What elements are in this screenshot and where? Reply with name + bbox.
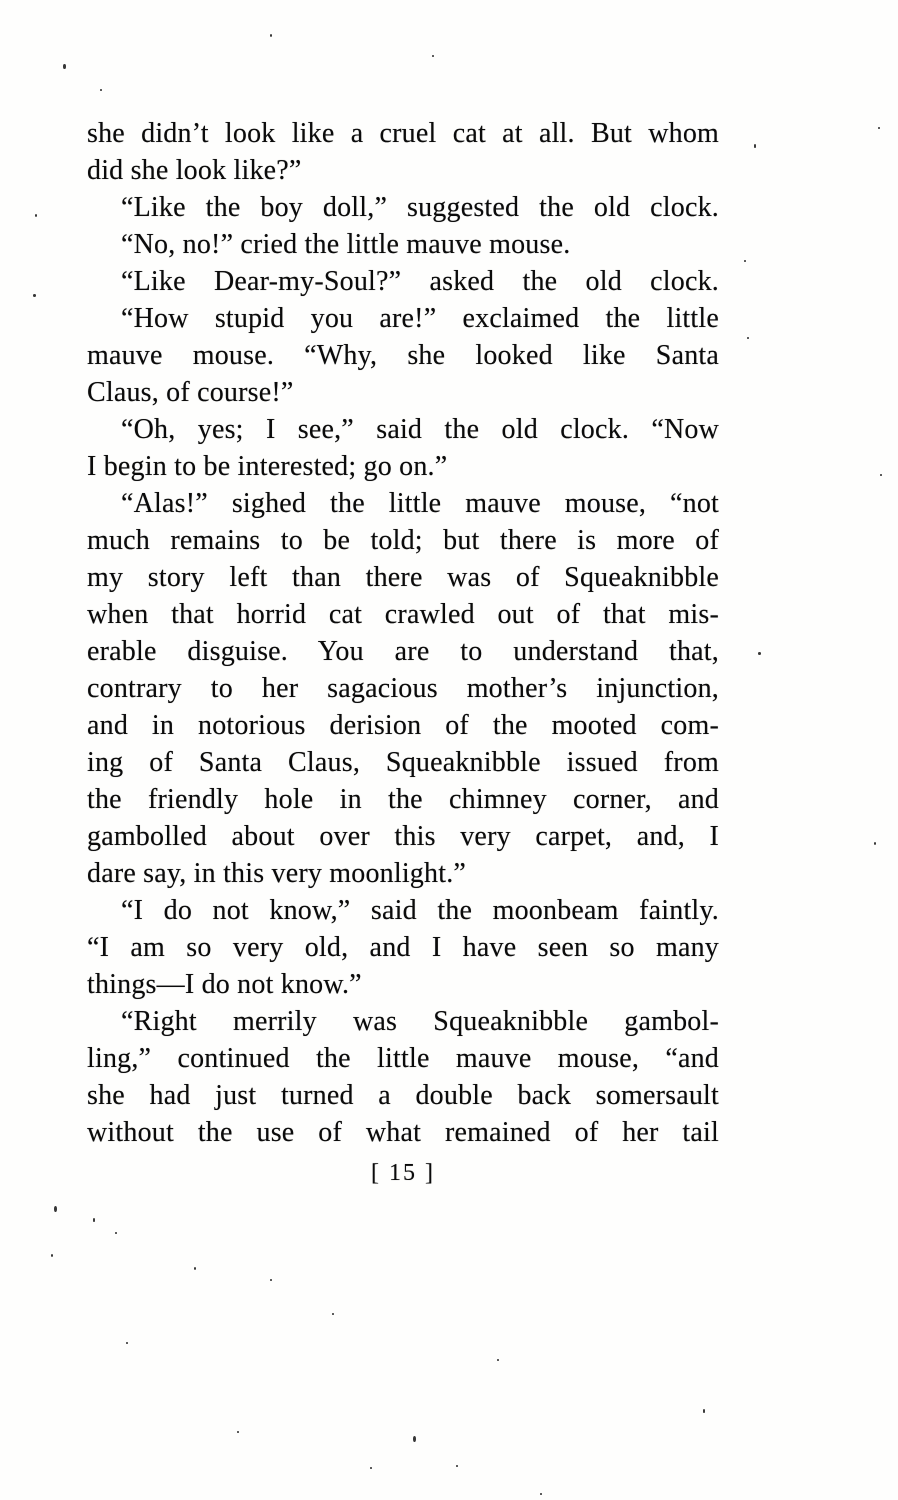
text-line: Claus, of course!” <box>87 377 294 408</box>
paragraph <box>87 892 719 1003</box>
text-line: the friendly hole in the chimney corner, and <box>87 784 719 815</box>
scan-speck <box>33 294 36 297</box>
text-line: without the use of what remained of her tail <box>87 1117 719 1148</box>
text-line: I begin to be interested; go on.” <box>87 451 448 482</box>
text-line: my story left than there was of Squeaknibble <box>87 562 719 593</box>
scan-speck <box>880 474 882 476</box>
scan-speck <box>456 1465 458 1467</box>
text-line: things—I do not know.” <box>87 969 362 1000</box>
text-line: “Right merrily was Squeaknibble gambol- <box>121 1006 719 1037</box>
text-line: did she look like?” <box>87 155 302 186</box>
text-line: “No, no!” cried the little mauve mouse. <box>121 229 571 260</box>
scan-speck <box>758 652 761 655</box>
text-line: when that horrid cat crawled out of that mis- <box>87 599 719 630</box>
paragraph <box>87 1003 719 1151</box>
scan-speck <box>432 55 434 57</box>
text-line: “How stupid you are!” exclaimed the little <box>121 303 719 334</box>
page-number: [ 15 ] <box>371 1160 435 1186</box>
paragraph <box>87 300 719 411</box>
scan-speck <box>332 1313 334 1315</box>
scan-speck <box>100 89 102 91</box>
scan-speck <box>54 1206 57 1212</box>
scan-speck <box>540 1493 542 1495</box>
paragraph <box>87 411 719 485</box>
text-line: “Oh, yes; I see,” said the old clock. “Now <box>121 414 719 445</box>
text-line: “Alas!” sighed the little mauve mouse, “not <box>121 488 719 519</box>
scan-speck <box>194 1267 196 1270</box>
text-line: she didn’t look like a cruel cat at all. But whom <box>87 118 719 149</box>
scan-speck <box>497 1359 499 1361</box>
scan-speck <box>413 1436 416 1442</box>
paragraph <box>87 485 719 892</box>
text-line: “I do not know,” said the moonbeam faintly. <box>121 895 719 926</box>
scan-speck <box>93 1218 95 1222</box>
scan-speck <box>703 1409 705 1413</box>
scan-speck <box>270 1279 272 1281</box>
text-line: “Like the boy doll,” suggested the old clock. <box>121 192 719 223</box>
paragraph <box>87 263 719 300</box>
scan-speck <box>747 337 749 339</box>
text-line: mauve mouse. “Why, she looked like Santa <box>87 340 719 371</box>
page-text-block <box>87 115 719 1151</box>
scan-speck <box>115 1232 117 1234</box>
scan-speck <box>744 260 746 262</box>
text-line: ling,” continued the little mauve mouse, “and <box>87 1043 719 1074</box>
text-line: she had just turned a double back somersault <box>87 1080 719 1111</box>
text-line: “I am so very old, and I have seen so many <box>87 932 719 963</box>
scan-speck <box>270 34 272 37</box>
paragraph <box>87 226 719 263</box>
text-line: and in notorious derision of the mooted com- <box>87 710 719 741</box>
scan-speck <box>35 214 37 217</box>
paragraph <box>87 115 719 189</box>
scan-speck <box>878 127 880 129</box>
text-line: much remains to be told; but there is more of <box>87 525 719 556</box>
text-line: ing of Santa Claus, Squeaknibble issued from <box>87 747 719 778</box>
scan-speck <box>51 1254 53 1257</box>
paragraph <box>87 189 719 226</box>
scan-speck <box>126 1342 128 1344</box>
text-line: erable disguise. You are to understand that, <box>87 636 719 667</box>
text-line: gambolled about over this very carpet, and, I <box>87 821 719 852</box>
scan-speck <box>874 842 876 845</box>
scan-speck <box>754 144 756 148</box>
text-line: contrary to her sagacious mother’s injunction, <box>87 673 719 704</box>
text-line: dare say, in this very moonlight.” <box>87 858 467 889</box>
scan-speck <box>370 1467 372 1469</box>
scan-speck <box>237 1431 239 1433</box>
text-line: “Like Dear-my-Soul?” asked the old clock. <box>121 266 719 297</box>
scan-speck <box>63 64 66 69</box>
